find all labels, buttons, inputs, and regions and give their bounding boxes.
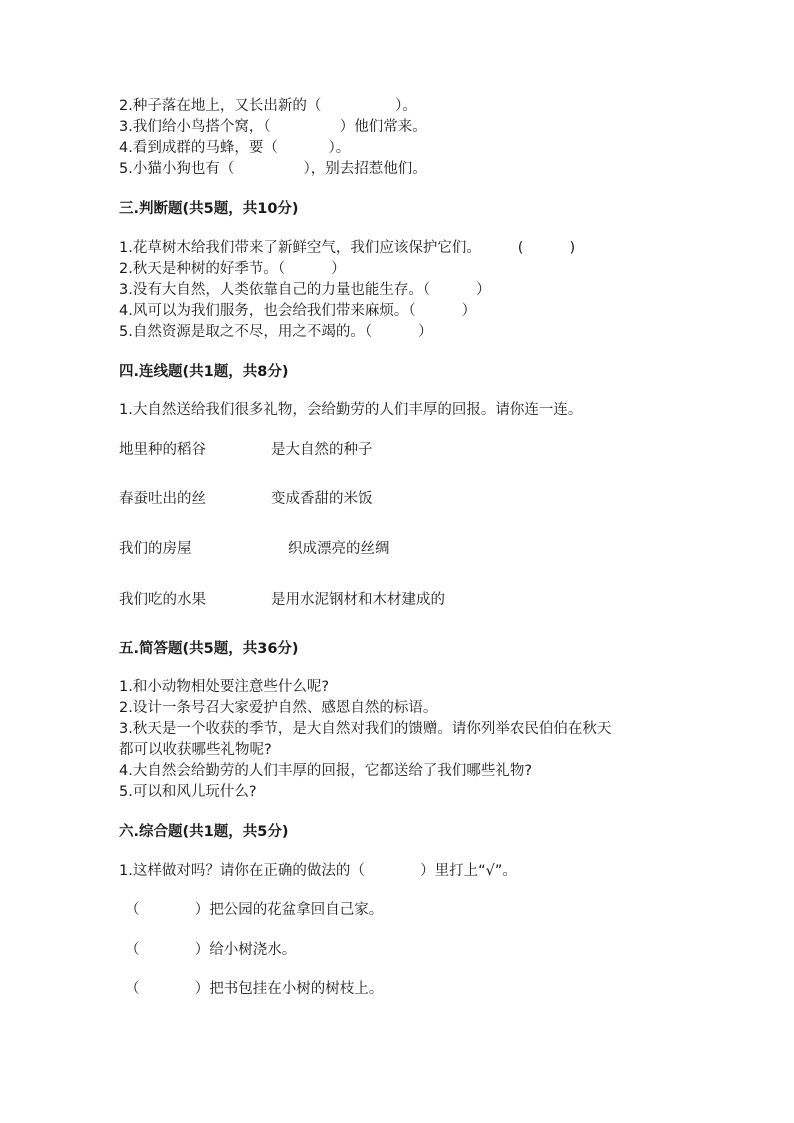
judgement-item-5: 5.自然资源是取之不尽，用之不竭的。（ ）: [119, 324, 433, 340]
judgement-item-1: 1.花草树木给我们带来了新鲜空气，我们应该保护它们。 ( ): [119, 240, 576, 256]
matching-left-item: 我们吃的水果: [119, 592, 206, 608]
fill-blank-item-2: 2.种子落在地上，又长出新的（ ）。: [119, 98, 417, 114]
fill-blank-item-5: 5.小猫小狗也有（ ），别去招惹他们。: [119, 161, 427, 177]
matching-right-item: 织成漂亮的丝绸: [288, 541, 390, 557]
short-answer-item-4: 4.大自然会给勤劳的人们丰厚的回报，它都送给了我们哪些礼物?: [119, 763, 533, 779]
short-answer-item-2: 2.设计一条号召大家爱护自然、感恩自然的标语。: [119, 700, 438, 716]
judgement-item-4: 4.风可以为我们服务，也会给我们带来麻烦。（ ）: [119, 303, 477, 319]
section-heading-short-answer: 五.简答题(共5题，共36分): [119, 641, 299, 657]
short-answer-item-5: 5.可以和风儿玩什么?: [119, 784, 257, 800]
matching-left-item: 春蚕吐出的丝: [119, 491, 206, 507]
short-answer-item-3-cont: 都可以收获哪些礼物呢?: [119, 742, 272, 758]
matching-right-item: 变成香甜的米饭: [271, 491, 373, 507]
short-answer-item-1: 1.和小动物相处要注意些什么呢?: [119, 679, 330, 695]
matching-left-item: 我们的房屋: [119, 541, 192, 557]
short-answer-item-3: 3.秋天是一个收获的季节，是大自然对我们的馈赠。请你列举农民伯伯在秋天: [119, 721, 612, 737]
section-heading-comprehensive: 六.综合题(共1题，共5分): [119, 824, 289, 840]
matching-right-item: 是用水泥钢材和木材建成的: [271, 592, 445, 608]
comprehensive-question: 1.这样做对吗？请你在正确的做法的（ ）里打上“√”。: [119, 863, 517, 879]
comprehensive-option: （ ）把公园的花盆拿回自己家。: [125, 902, 384, 918]
section-heading-matching: 四.连线题(共1题，共8分): [119, 364, 289, 380]
fill-blank-item-3: 3.我们给小鸟搭个窝，（ ）他们常来。: [119, 119, 427, 135]
fill-blank-item-4: 4.看到成群的马蜂，要（ ）。: [119, 140, 351, 156]
judgement-item-3: 3.没有大自然，人类依靠自己的力量也能生存。（ ）: [119, 282, 491, 298]
matching-right-item: 是大自然的种子: [271, 442, 373, 458]
matching-question: 1.大自然送给我们很多礼物，会给勤劳的人们丰厚的回报。请你连一连。: [119, 402, 583, 418]
matching-left-item: 地里种的稻谷: [119, 442, 206, 458]
judgement-item-2: 2.秋天是种树的好季节。（ ）: [119, 261, 346, 277]
section-heading-judgement: 三.判断题(共5题，共10分): [119, 201, 299, 217]
comprehensive-option: （ ）把书包挂在小树的树枝上。: [125, 981, 384, 997]
comprehensive-option: （ ）给小树浇水。: [125, 942, 297, 958]
